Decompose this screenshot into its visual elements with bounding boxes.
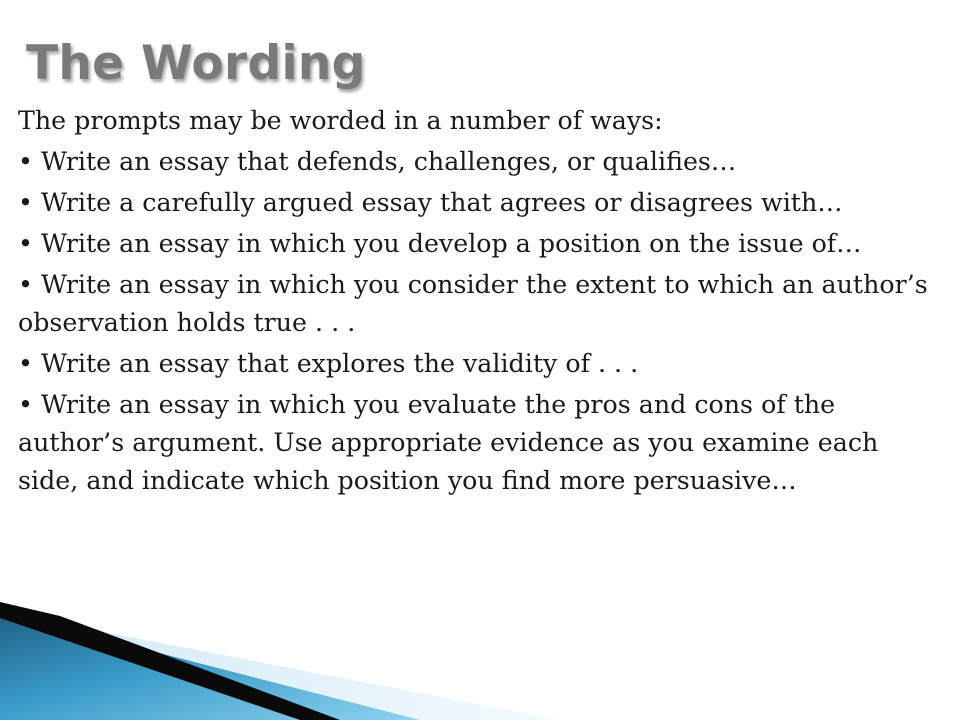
bullet-item: • Write an essay that defends, challenges, or qualifies… [18, 147, 737, 176]
bullet-item: • Write an essay that explores the validity of . . . [18, 349, 639, 378]
bullet-item: • Write an essay in which you develop a position on the issue of… [18, 229, 862, 258]
bullet-item: • Write an essay in which you consider the extent to which an author’s observation holds true . . . [18, 270, 928, 337]
intro-text: The prompts may be worded in a number of ways: [18, 106, 663, 135]
bullet-item: • Write a carefully argued essay that agrees or disagrees with… [18, 188, 843, 217]
slide-body [18, 102, 928, 503]
slide-title: The Wording [26, 36, 366, 91]
bullet-item: • Write an essay in which you evaluate the pros and cons of the author’s argument. Use appropriate evidence as you examine each side, and indicate which position you find more persuasive… [18, 390, 879, 495]
